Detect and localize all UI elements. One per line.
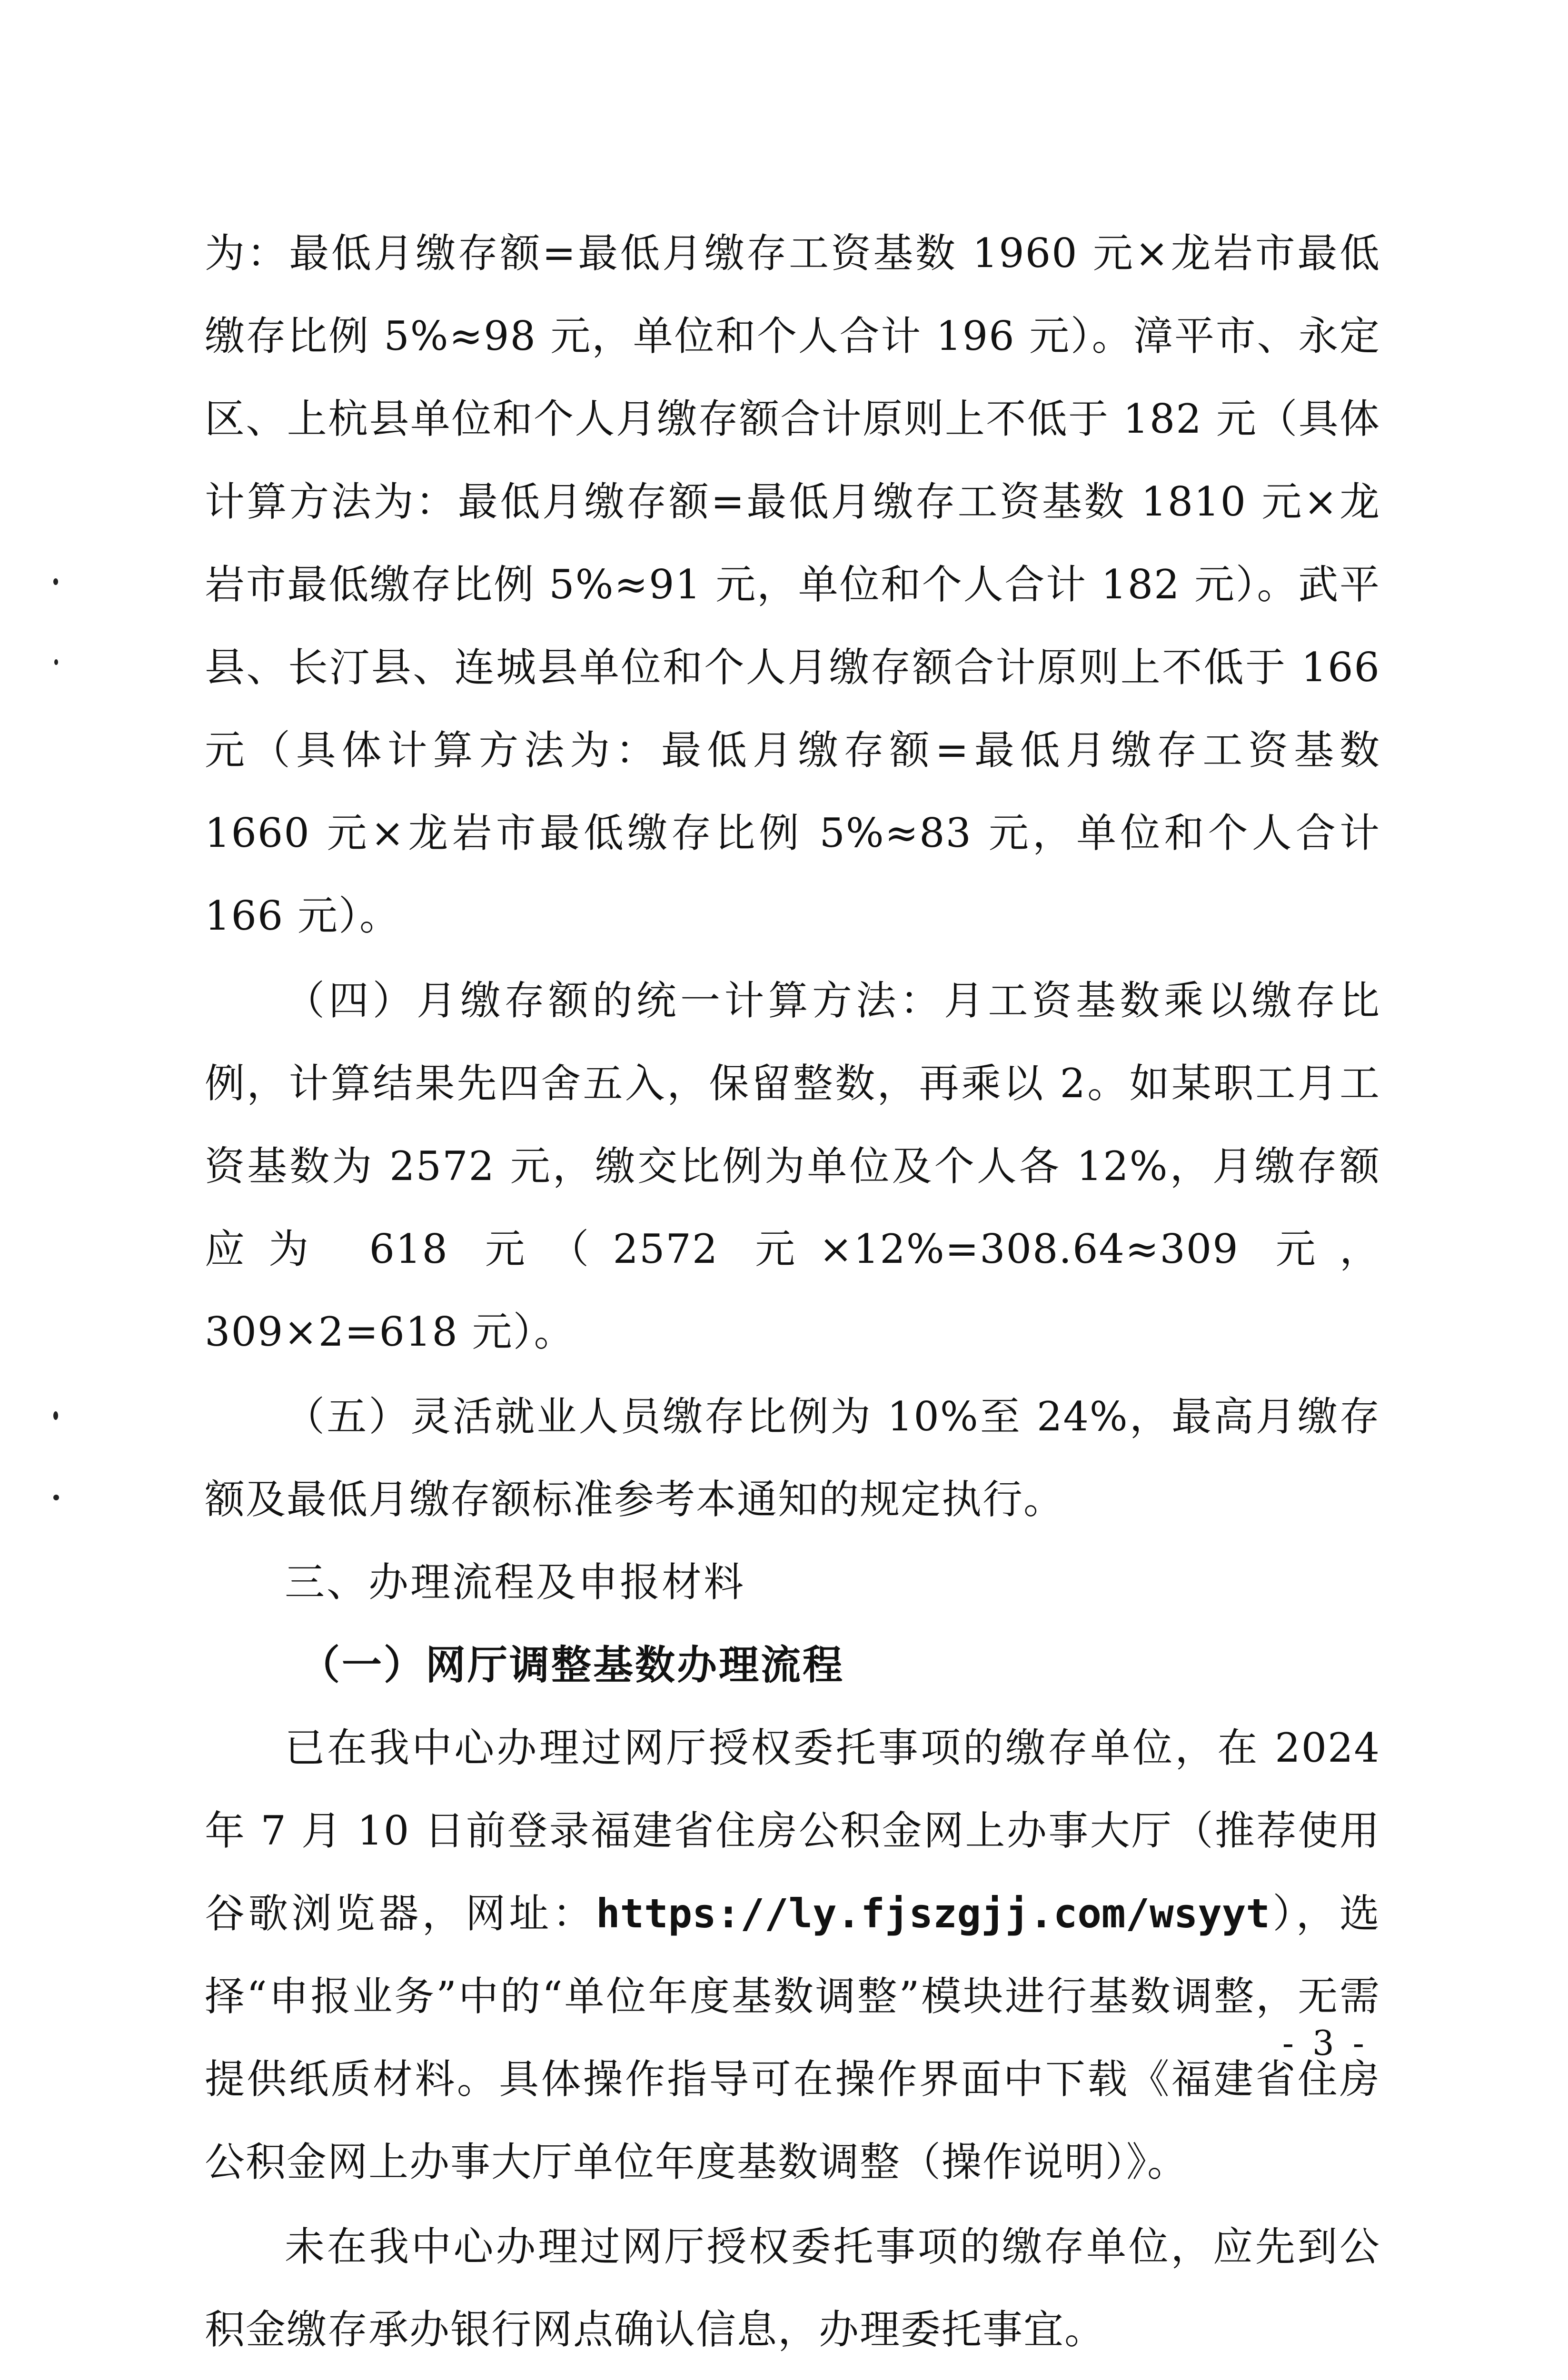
scan-speck bbox=[53, 578, 58, 585]
paragraph-online-procedure bbox=[205, 1706, 1380, 2203]
document-body bbox=[205, 212, 1380, 2380]
scan-speck bbox=[53, 1495, 59, 1500]
paragraph-unauthorized-units: 未在我中心办理过网厅授权委托事项的缴存单位，应先到公积金缴存承办银行网点确认信息，办理委托事宜。 bbox=[205, 2223, 1380, 2353]
online-hall-url[interactable]: https://ly.fjszgjj.com/wsyyt bbox=[595, 1890, 1270, 1937]
subheading-online-procedure: （一）网厅调整基数办理流程 bbox=[300, 1642, 845, 1688]
paragraph-online-text-after: ），选择“申报业务”中的“单位年度基数调整”模块进行基数调整，无需提供纸质材料。具体操作指导可在操作界面中下载《福建省住房公积金网上办事大厅单位年度基数调整（操作说明）》。 bbox=[205, 1890, 1380, 2185]
paragraph-monthly-calculation: （四）月缴存额的统一计算方法：月工资基数乘以缴存比例，计算结果先四舍五入，保留整数，再乘以 2。如某职工月工资基数为 2572 元，缴交比例为单位及个人各 12%，月缴存额应为 618 元（2572 元×12%=308.64≈309 元，309×2=618 元）。 bbox=[205, 977, 1380, 1355]
section-heading-procedure: 三、办理流程及申报材料 bbox=[285, 1559, 746, 1606]
paragraph-minimum-contribution: 为：最低月缴存额=最低月缴存工资基数 1960 元×龙岩市最低缴存比例 5%≈98 元，单位和个人合计 196 元）。漳平市、永定区、上杭县单位和个人月缴存额合计原则上不低于 182 元（具体计算方法为：最低月缴存额=最低月缴存工资基数 1810 元×龙岩市最低缴存比例 5%≈91 元，单位和个人合计 182 元）。武平县、长汀县、连城县单位和个人月缴存额合计原则上不低于 166 元（具体计算方法为：最低月缴存额=最低月缴存工资基数 1660 元×龙岩市最低缴存比例 5%≈83 元，单位和个人合计 166 元）。 bbox=[205, 230, 1380, 939]
scan-speck bbox=[53, 1411, 58, 1420]
paragraph-online-text-before: 已在我中心办理过网厅授权委托事项的缴存单位，在 2024 年 7 月 10 日前登录福建省住房公积金网上办事大厅（推荐使用谷歌浏览器，网址： bbox=[205, 1725, 1380, 1937]
subheading-window-procedure bbox=[205, 2371, 1380, 2380]
scan-speck bbox=[54, 659, 58, 665]
page-number: - 3 - bbox=[1282, 2023, 1368, 2063]
paragraph-flexible-employment: （五）灵活就业人员缴存比例为 10%至 24%，最高月缴存额及最低月缴存额标准参考本通知的规定执行。 bbox=[205, 1393, 1380, 1523]
